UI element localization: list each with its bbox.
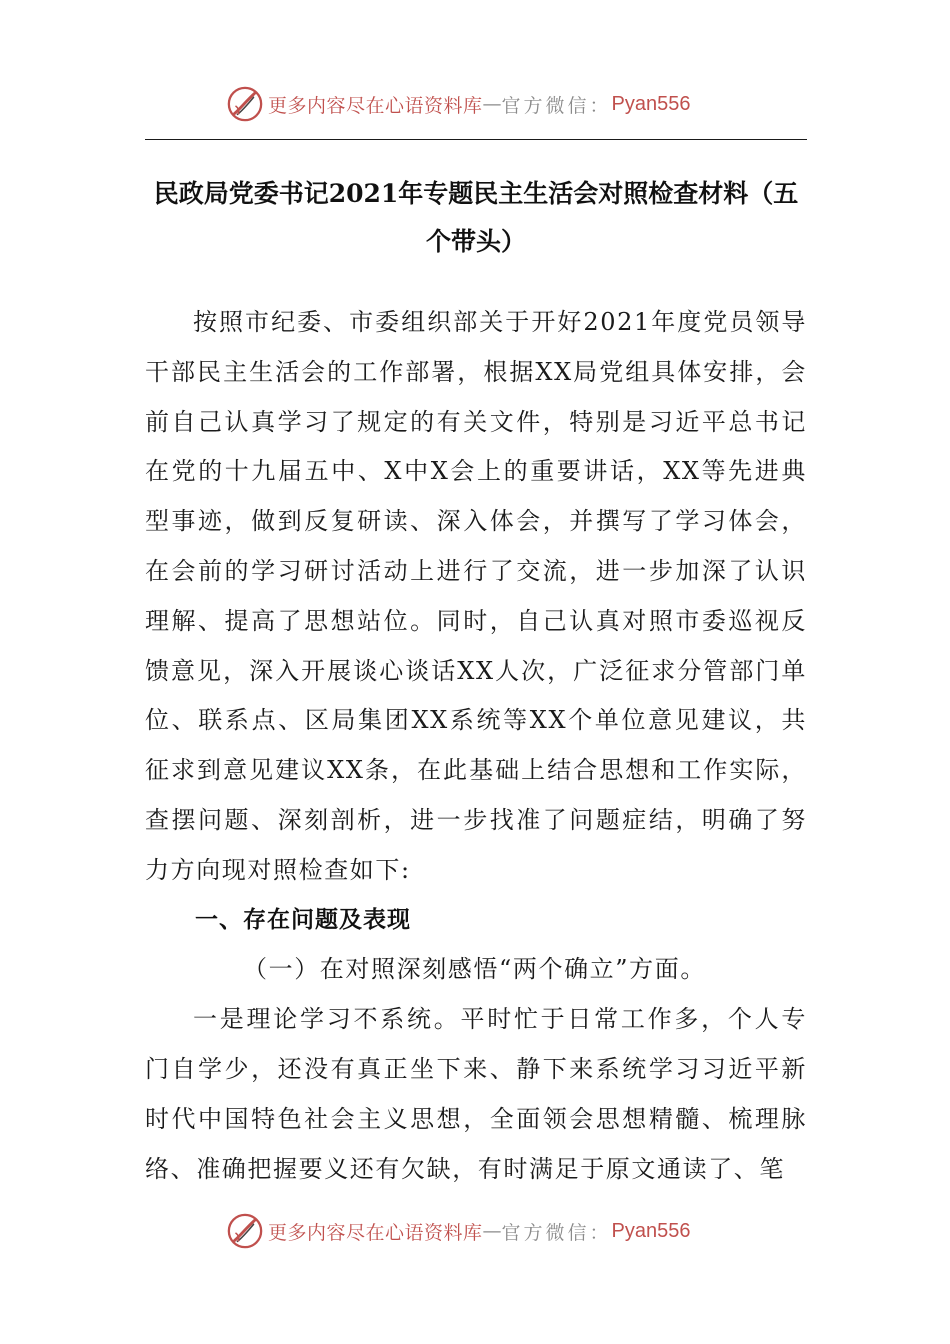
- pen-logo-icon: [226, 85, 264, 123]
- watermark-brand: 更多内容尽在心语资料库: [268, 1221, 483, 1244]
- watermark-wechat-label: 官方微信：: [501, 1221, 612, 1244]
- watermark-separator: —: [482, 93, 502, 115]
- watermark-wechat-id: Pyan556: [611, 1219, 691, 1242]
- header-rule: [145, 139, 807, 140]
- section-heading: 一、存在问题及表现: [195, 906, 411, 933]
- watermark-wechat-id: Pyan556: [611, 92, 691, 115]
- watermark-separator: —: [482, 1220, 502, 1242]
- document-title: 民政局党委书记2021年专题民主生活会对照检查材料（五个带头）: [153, 179, 799, 256]
- header-watermark: [226, 84, 691, 124]
- intro-paragraph: 按照市纪委、市委组织部关于开好2021年度党员领导干部民主生活会的工作部署，根据XX局党组具体安排，会前自己认真学习了规定的有关文件，特别是习近平总书记在党的十九届五中、X中X会上的重要讲话，XX等先进典型事迹，做到反复研读、深入体会，并撰写了学习体会，在会前的学习研讨活动上进行了交流，进一步加深了认识理解、提高了思想站位。同时，自己认真对照市委巡视反馈意见，深入开展谈心谈话XX人次，广泛征求分管部门单位、联系点、区局集团XX系统等XX个单位意见建议，共征求到意见建议XX条，在此基础上结合思想和工作实际，查摆问题、深刻剖析，进一步找准了问题症结，明确了努力方向现对照检查如下:: [145, 308, 807, 884]
- footer-watermark: [226, 1211, 691, 1251]
- pen-logo-icon: [226, 1212, 264, 1250]
- document-body: [145, 298, 807, 1194]
- watermark-wechat-label: 官方微信：: [501, 94, 612, 117]
- watermark-brand: 更多内容尽在心语资料库: [268, 94, 483, 117]
- point-paragraph: 一是理论学习不系统。平时忙于日常工作多，个人专门自学少，还没有真正坐下来、静下来系统学习习近平新时代中国特色社会主义思想，全面领会思想精髓、梳理脉络、准确把握要义还有欠缺，有时满足于原文通读了、笔: [145, 1005, 807, 1183]
- subsection-heading: （一）在对照深刻感悟“两个确立”方面。: [243, 955, 706, 984]
